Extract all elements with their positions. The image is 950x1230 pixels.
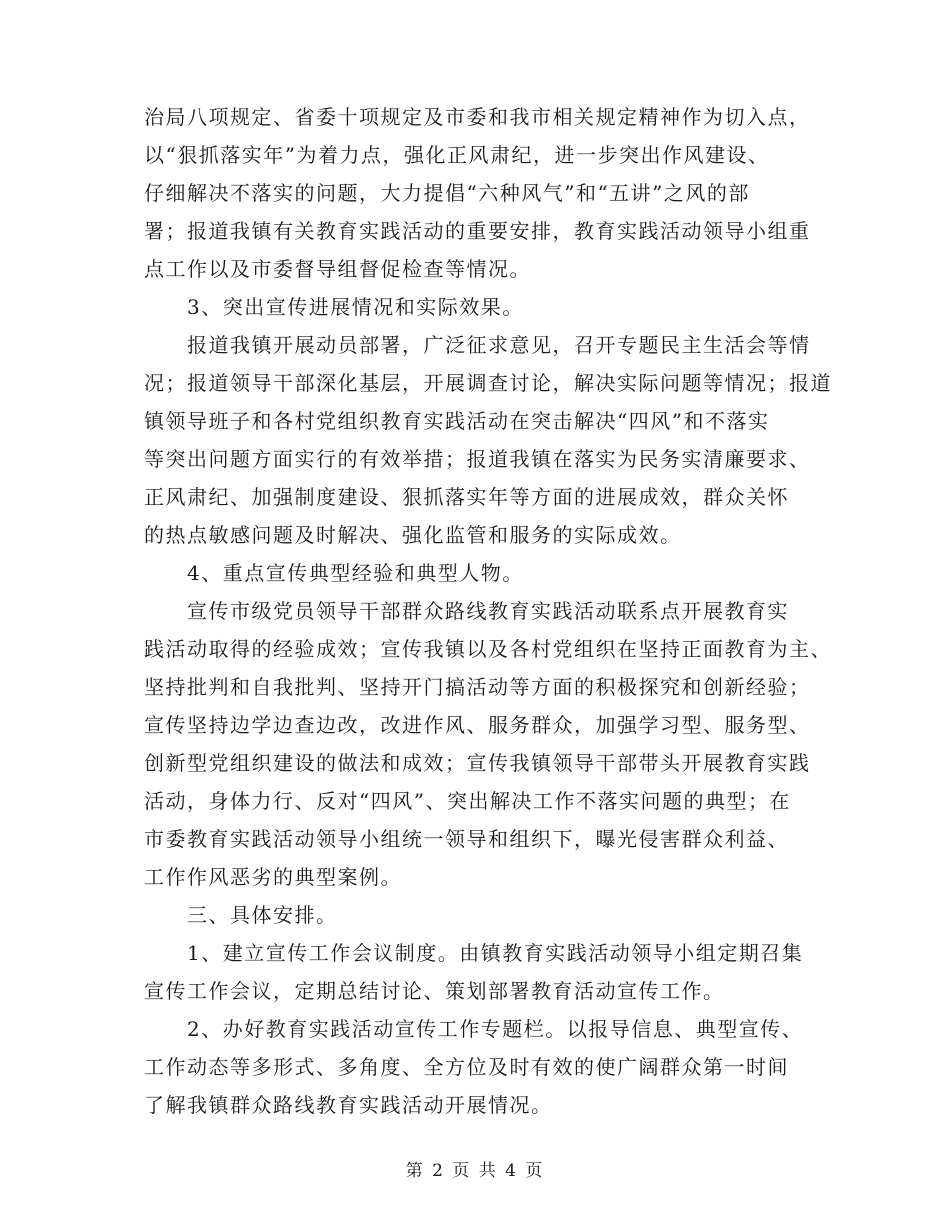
body-line: 市委教育实践活动领导小组统一领导和组织下，曝光侵害群众利益、 <box>144 827 789 851</box>
section-heading: 三、具体安排。 <box>187 903 338 927</box>
body-line: 1、建立宣传工作会议制度。由镇教育实践活动领导小组定期召集 <box>187 941 804 965</box>
page-number-footer: 第 2 页 共 4 页 <box>405 1161 545 1181</box>
body-line: 治局八项规定、省委十项规定及市委和我市相关规定精神作为切入点， <box>144 105 811 129</box>
body-line: 宣传市级党员领导干部群众路线教育实践活动联系点开展教育实 <box>187 599 789 623</box>
body-line: 报道我镇开展动员部署，广泛征求意见，召开专题民主生活会等情 <box>187 333 811 357</box>
body-line: 署；报道我镇有关教育实践活动的重要安排，教育实践活动领导小组重 <box>144 219 811 243</box>
body-line: 宣传坚持边学边查边改，改进作风、服务群众，加强学习型、服务型、 <box>144 713 811 737</box>
body-line: 2、办好教育实践活动宣传工作专题栏。以报导信息、典型宣传、 <box>187 1017 804 1041</box>
body-line: 镇领导班子和各村党组织教育实践活动在突击解决“四风”和不落实 <box>144 409 770 433</box>
section-heading: 4、重点宣传典型经验和典型人物。 <box>187 561 524 585</box>
body-line: 工作动态等多形式、多角度、全方位及时有效的使广阔群众第一时间 <box>144 1055 789 1079</box>
body-line: 创新型党组织建设的做法和成效；宣传我镇领导干部带头开展教育实践 <box>144 751 811 775</box>
body-line: 以“狠抓落实年”为着力点，强化正风肃纪，进一步突出作风建设、 <box>144 143 770 167</box>
body-line: 践活动取得的经验成效；宣传我镇以及各村党组织在坚持正面教育为主、 <box>144 637 832 661</box>
body-line: 的热点敏感问题及时解决、强化监管和服务的实际成效。 <box>144 523 682 547</box>
body-line: 仔细解决不落实的问题，大力提倡“六种风气”和“五讲”之风的部 <box>144 181 750 205</box>
body-line: 工作作风恶劣的典型案例。 <box>144 865 402 889</box>
body-line: 坚持批判和自我批判、坚持开门搞活动等方面的积极探究和创新经验； <box>144 675 811 699</box>
body-line: 况；报道领导干部深化基层，开展调查讨论，解决实际问题等情况；报道 <box>144 371 832 395</box>
section-heading: 3、突出宣传进展情况和实际效果。 <box>187 295 524 319</box>
body-line: 等突出问题方面实行的有效举措；报道我镇在落实为民务实清廉要求、 <box>144 447 811 471</box>
body-line: 宣传工作会议，定期总结讨论、策划部署教育活动宣传工作。 <box>144 979 725 1003</box>
body-line: 正风肃纪、加强制度建设、狠抓落实年等方面的进展成效，群众关怀 <box>144 485 789 509</box>
body-line: 活动，身体力行、反对“四风”、突出解决工作不落实问题的典型；在 <box>144 789 791 813</box>
body-line: 点工作以及市委督导组督促检查等情况。 <box>144 257 531 281</box>
body-line: 了解我镇群众路线教育实践活动开展情况。 <box>144 1093 553 1117</box>
